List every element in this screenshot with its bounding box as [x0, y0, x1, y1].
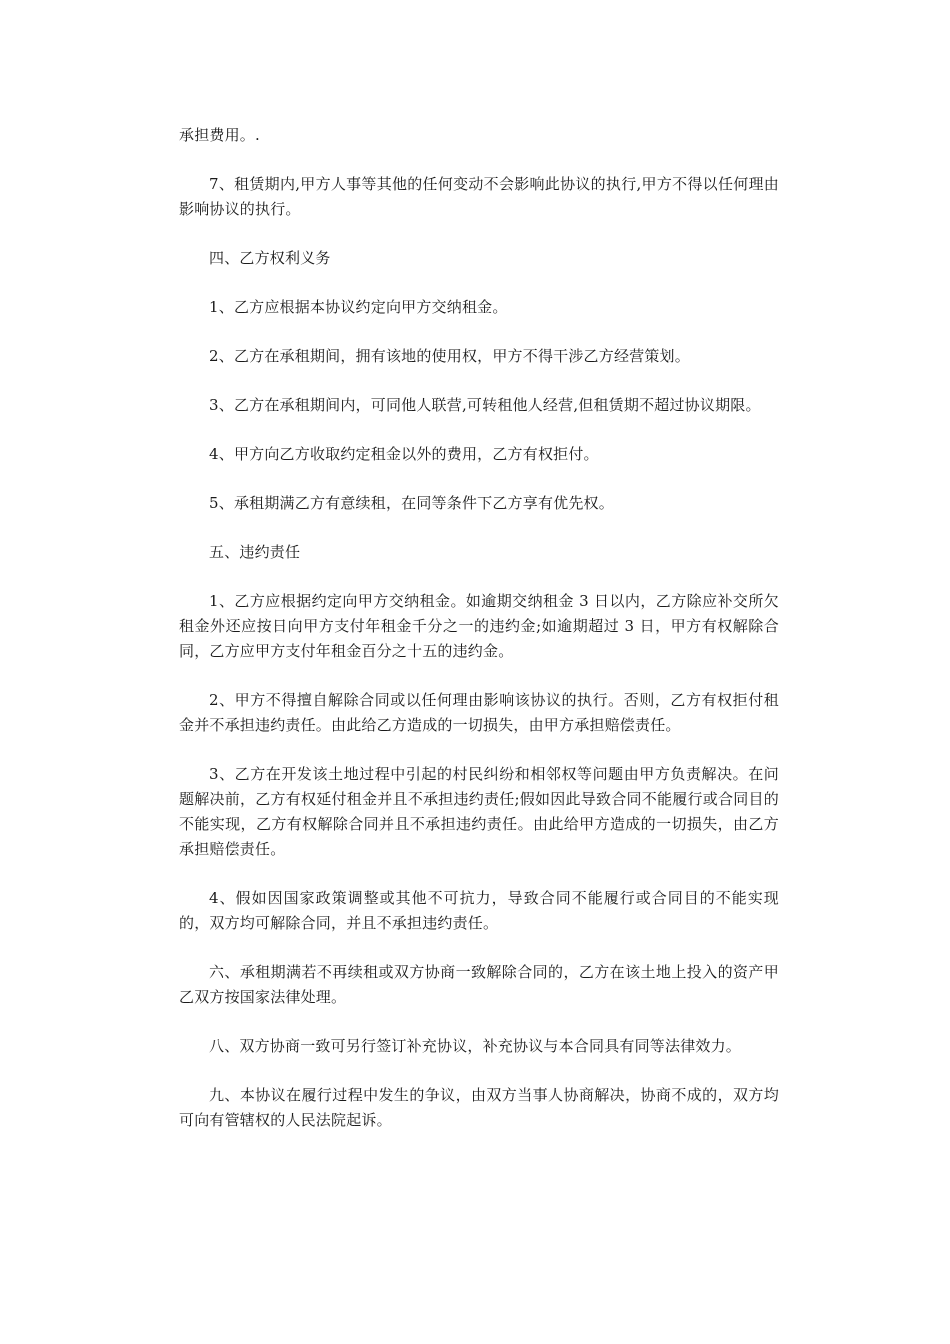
- paragraph-5-4: 4、假如因国家政策调整或其他不可抗力，导致合同不能履行或合同目的不能实现的，双方均可解除合同，并且不承担违约责任。: [179, 889, 779, 932]
- section-6: 六、承租期满若不再续租或双方协商一致解除合同的，乙方在该土地上投入的资产甲乙双方按国家法律处理。: [179, 963, 779, 1006]
- paragraph-4-3: 3、乙方在承租期间内，可同他人联营,可转租他人经营,但租赁期不超过协议期限。: [209, 396, 761, 414]
- section-8: 八、双方协商一致可另行签订补充协议，补充协议与本合同具有同等法律效力。: [209, 1037, 742, 1055]
- paragraph-4-5: 5、承租期满乙方有意续租，在同等条件下乙方享有优先权。: [209, 494, 614, 512]
- paragraph-continuation: 承担费用。.: [179, 126, 260, 144]
- document-body: [179, 123, 779, 1157]
- paragraph-4-1: 1、乙方应根据本协议约定向甲方交纳租金。: [209, 298, 508, 316]
- paragraph-5-3: 3、乙方在开发该土地过程中引起的村民纠纷和相邻权等问题由甲方负责解决。在问题解决前，乙方有权延付租金并且不承担违约责任;假如因此导致合同不能履行或合同目的不能实现，乙方有权解除合同并且不承担违约责任。由此给甲方造成的一切损失，由乙方承担赔偿责任。: [179, 765, 779, 858]
- paragraph-5-1: 1、乙方应根据约定向甲方交纳租金。如逾期交纳租金 3 日以内，乙方除应补交所欠租金外还应按日向甲方支付年租金千分之一的违约金;如逾期超过 3 日，甲方有权解除合同，乙方应甲方支付年租金百分之十五的违约金。: [179, 592, 779, 660]
- section-9: 九、本协议在履行过程中发生的争议，由双方当事人协商解决，协商不成的，双方均可向有管辖权的人民法院起诉。: [179, 1086, 779, 1129]
- paragraph-clause-7: 7、租赁期内,甲方人事等其他的任何变动不会影响此协议的执行,甲方不得以任何理由影响协议的执行。: [179, 175, 779, 218]
- paragraph-4-2: 2、乙方在承租期间，拥有该地的使用权，甲方不得干涉乙方经营策划。: [209, 347, 690, 365]
- section-heading-5: 五、违约责任: [209, 543, 301, 561]
- paragraph-5-2: 2、甲方不得擅自解除合同或以任何理由影响该协议的执行。否则，乙方有权拒付租金并不承担违约责任。由此给乙方造成的一切损失，由甲方承担赔偿责任。: [179, 691, 779, 734]
- paragraph-4-4: 4、甲方向乙方收取约定租金以外的费用，乙方有权拒付。: [209, 445, 599, 463]
- section-heading-4: 四、乙方权利义务: [209, 249, 331, 267]
